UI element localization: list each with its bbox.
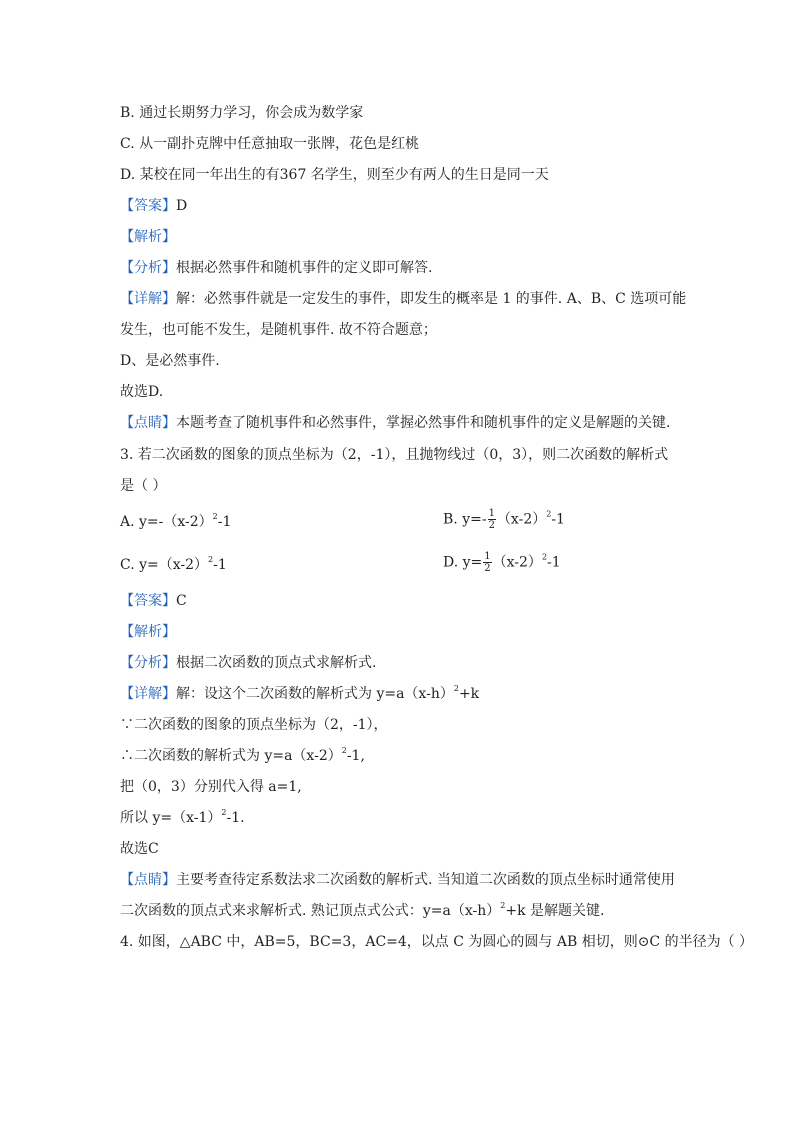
fenxi-tag: 【分析】: [120, 655, 176, 671]
fenxi-tag: 【分析】: [120, 260, 176, 276]
q3-dianjing-line1: 【点睛】主要考查待定系数法求二次函数的解析式. 当知道二次函数的顶点坐标时通常使用: [120, 872, 675, 888]
q2-xiangjie-line2: 发生，也可能不发生，是随机事件. 故不符合题意；: [120, 322, 437, 338]
answer-value: D: [176, 198, 188, 214]
answer-tag: 【答案】: [120, 593, 176, 609]
answer-value: C: [176, 593, 187, 609]
q2-answer: [120, 197, 187, 215]
answer-tag: 【答案】: [120, 198, 176, 214]
fraction: $\frac{1}{2}$: [484, 551, 491, 574]
xiangjie-text: 解：必然事件就是一定发生的事件，即发生的概率是 1 的事件. A、B、C 选项可能: [176, 291, 687, 307]
q3-choose: 故选C: [120, 841, 159, 857]
q4-stem: 4. 如图，△ABC 中，AB=5，BC=3，AC=4，以点 C 为圆心的圆与 AB 相切，则⊙C 的半径为（ ）: [120, 934, 754, 950]
q3-option-c: C. $y=(x-2)^2-1$: [120, 555, 227, 573]
q2-choose: 故选D.: [120, 384, 164, 400]
q3-option-b: B. y=- $\frac{1}{2}$ $(x-2)^2-1$: [443, 508, 565, 531]
fenxi-text: 根据必然事件和随机事件的定义即可解答.: [176, 260, 433, 276]
q3-analysis-tag: 【解析】: [120, 624, 176, 640]
q3-stem-line1: 3. 若二次函数的图象的顶点坐标为（2，-1），且抛物线过（0，3），则二次函数的解析式: [120, 447, 669, 463]
dianjing-tag: 【点睛】: [120, 872, 176, 888]
q3-substitute: 把（0，3）分别代入得 a=1,: [120, 779, 302, 795]
q3-stem-line2: 是（ ）: [120, 478, 167, 494]
q3-fenxi: [120, 654, 376, 672]
fraction: $\frac{1}{2}$: [488, 508, 495, 531]
q2-option-c: C. 从一副扑克牌中任意抽取一张牌，花色是红桃: [120, 136, 420, 152]
q3-therefore: ∴二次函数的解析式为 $y=a(x-2)^2-1$,: [120, 746, 365, 764]
dianjing-tag: 【点睛】: [120, 415, 176, 431]
q2-xiangjie-line1: [120, 290, 686, 308]
q3-xiangjie: 【详解】解：设这个二次函数的解析式为 $y=a(x-h)^2+k$: [120, 684, 480, 702]
xiangjie-tag: 【详解】: [120, 686, 176, 702]
q3-dianjing-line2: 二次函数的顶点式来求解析式. 熟记顶点式公式：$y=a(x-h)^2+k$ 是解题关键.: [120, 901, 605, 919]
q3-answer: [120, 592, 187, 610]
q2-fenxi: [120, 259, 432, 277]
q3-because: ∵二次函数的图象的顶点坐标为（2，-1），: [120, 717, 388, 733]
fenxi-text: 根据二次函数的顶点式求解析式.: [176, 655, 377, 671]
q2-option-b: B. 通过长期努力学习，你会成为数学家: [120, 105, 364, 121]
q2-analysis-tag: 【解析】: [120, 229, 176, 245]
q3-option-d: D. y= $\frac{1}{2}$ $(x-2)^2-1$: [443, 551, 561, 574]
dianjing-text: 本题考查了随机事件和必然事件，掌握必然事件和随机事件的定义是解题的关键.: [176, 415, 671, 431]
q3-so: 所以 $y=(x-1)^2-1$.: [120, 808, 245, 826]
q3-option-a: A. $y=-(x-2)^2-1$: [120, 512, 232, 530]
q2-dianjing: [120, 414, 670, 432]
q2-xiangjie-line3: D、是必然事件.: [120, 353, 220, 369]
xiangjie-tag: 【详解】: [120, 291, 176, 307]
q2-option-d: D. 某校在同一年出生的有367 名学生，则至少有两人的生日是同一天: [120, 167, 549, 183]
